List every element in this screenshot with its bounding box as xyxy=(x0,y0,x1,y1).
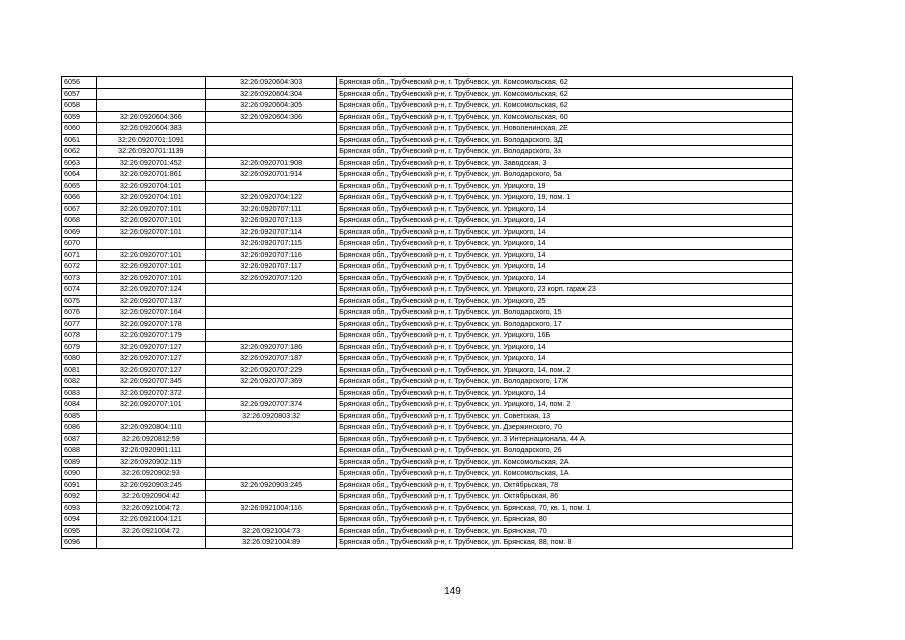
table-row xyxy=(62,88,793,100)
address-cell: Брянская обл., Трубчевский р-н, г. Трубчевск, ул. Комсомольская, 2А xyxy=(337,456,793,468)
address-cell: Брянская обл., Трубчевский р-н, г. Трубчевск, ул. Дзержинского, 70 xyxy=(337,422,793,434)
parent-cadastral-number-cell: 32:26:0920707:127 xyxy=(96,353,206,365)
address-cell: Брянская обл., Трубчевский р-н, г. Трубчевск, ул. Урицкого, 14 xyxy=(337,341,793,353)
address-cell: Брянская обл., Трубчевский р-н, г. Трубчевск, ул. Урицкого, 25 xyxy=(337,295,793,307)
cadastral-number-cell: 32:26:0921004:73 xyxy=(206,525,337,537)
address-cell: Брянская обл., Трубчевский р-н, г. Трубчевск, ул. Володарского, 17Ж xyxy=(337,376,793,388)
row-number-cell: 6074 xyxy=(62,284,97,296)
row-number-cell: 6060 xyxy=(62,123,97,135)
table-row xyxy=(62,479,793,491)
cadastral-number-cell xyxy=(206,445,337,457)
address-cell: Брянская обл., Трубчевский р-н, г. Трубчевск, ул. Володарского, 17 xyxy=(337,318,793,330)
cadastral-number-cell: 32:26:0920707:229 xyxy=(206,364,337,376)
address-cell: Брянская обл., Трубчевский р-н, г. Трубчевск, ул. Комсомольская, 1А xyxy=(337,468,793,480)
property-table-body xyxy=(62,77,793,549)
address-cell: Брянская обл., Трубчевский р-н, г. Трубчевск, ул. Комсомольская, 62 xyxy=(337,88,793,100)
table-row xyxy=(62,123,793,135)
table-row xyxy=(62,525,793,537)
table-row xyxy=(62,272,793,284)
row-number-cell: 6077 xyxy=(62,318,97,330)
row-number-cell: 6062 xyxy=(62,146,97,158)
parent-cadastral-number-cell: 32:26:0920903:245 xyxy=(96,479,206,491)
address-cell: Брянская обл., Трубчевский р-н, г. Трубчевск, ул. Володарского, 15 xyxy=(337,307,793,319)
row-number-cell: 6064 xyxy=(62,169,97,181)
cadastral-number-cell xyxy=(206,468,337,480)
table-row xyxy=(62,203,793,215)
parent-cadastral-number-cell: 32:26:0920707:101 xyxy=(96,272,206,284)
parent-cadastral-number-cell xyxy=(96,88,206,100)
address-cell: Брянская обл., Трубчевский р-н, г. Трубчевск, ул. Комсомольская, 62 xyxy=(337,77,793,89)
table-row xyxy=(62,445,793,457)
parent-cadastral-number-cell xyxy=(96,410,206,422)
address-cell: Брянская обл., Трубчевский р-н, г. Трубчевск, ул. Брянская, 70 xyxy=(337,525,793,537)
row-number-cell: 6071 xyxy=(62,249,97,261)
table-row xyxy=(62,364,793,376)
page-number: 149 xyxy=(444,586,461,597)
row-number-cell: 6072 xyxy=(62,261,97,273)
row-number-cell: 6093 xyxy=(62,502,97,514)
address-cell: Брянская обл., Трубчевский р-н, г. Трубчевск, ул. Комсомольская, 60 xyxy=(337,111,793,123)
row-number-cell: 6085 xyxy=(62,410,97,422)
cadastral-number-cell: 32:26:0920707:111 xyxy=(206,203,337,215)
parent-cadastral-number-cell xyxy=(96,77,206,89)
parent-cadastral-number-cell: 32:26:0921004:72 xyxy=(96,502,206,514)
parent-cadastral-number-cell: 32:26:0920604:366 xyxy=(96,111,206,123)
parent-cadastral-number-cell: 32:26:0920701:1091 xyxy=(96,134,206,146)
row-number-cell: 6083 xyxy=(62,387,97,399)
row-number-cell: 6078 xyxy=(62,330,97,342)
row-number-cell: 6061 xyxy=(62,134,97,146)
parent-cadastral-number-cell xyxy=(96,100,206,112)
cadastral-number-cell: 32:26:0920707:115 xyxy=(206,238,337,250)
parent-cadastral-number-cell: 32:26:0920701:1139 xyxy=(96,146,206,158)
row-number-cell: 6075 xyxy=(62,295,97,307)
row-number-cell: 6079 xyxy=(62,341,97,353)
cadastral-number-cell: 32:26:0920903:245 xyxy=(206,479,337,491)
parent-cadastral-number-cell: 32:26:0921004:72 xyxy=(96,525,206,537)
address-cell: Брянская обл., Трубчевский р-н, г. Трубчевск, ул. Урицкого, 16Б xyxy=(337,330,793,342)
address-cell: Брянская обл., Трубчевский р-н, г. Трубчевск, ул. Брянская, 80 xyxy=(337,514,793,526)
cadastral-number-cell: 32:26:0920707:114 xyxy=(206,226,337,238)
cadastral-number-cell xyxy=(206,491,337,503)
table-row xyxy=(62,192,793,204)
address-cell: Брянская обл., Трубчевский р-н, г. Трубчевск, ул. Урицкого, 19, пом. 1 xyxy=(337,192,793,204)
address-cell: Брянская обл., Трубчевский р-н, г. Трубчевск, ул. Урицкого, 14, пом. 2 xyxy=(337,399,793,411)
parent-cadastral-number-cell: 32:26:0920707:164 xyxy=(96,307,206,319)
cadastral-number-cell xyxy=(206,433,337,445)
table-row xyxy=(62,226,793,238)
table-row xyxy=(62,456,793,468)
cadastral-number-cell: 32:26:0920707:186 xyxy=(206,341,337,353)
cadastral-number-cell xyxy=(206,180,337,192)
table-row xyxy=(62,410,793,422)
cadastral-number-cell: 32:26:0920704:122 xyxy=(206,192,337,204)
address-cell: Брянская обл., Трубчевский р-н, г. Трубчевск, ул. Урицкого, 14 xyxy=(337,387,793,399)
address-cell: Брянская обл., Трубчевский р-н, г. Трубчевск, ул. Володарского, 3з xyxy=(337,146,793,158)
cadastral-number-cell: 32:26:0920701:914 xyxy=(206,169,337,181)
address-cell: Брянская обл., Трубчевский р-н, г. Трубчевск, ул. Брянская, 70, кв. 1, пом. 1 xyxy=(337,502,793,514)
address-cell: Брянская обл., Трубчевский р-н, г. Трубчевск, ул. Комсомольская, 62 xyxy=(337,100,793,112)
row-number-cell: 6069 xyxy=(62,226,97,238)
parent-cadastral-number-cell: 32:26:0920707:345 xyxy=(96,376,206,388)
table-row xyxy=(62,100,793,112)
table-row xyxy=(62,514,793,526)
row-number-cell: 6058 xyxy=(62,100,97,112)
row-number-cell: 6091 xyxy=(62,479,97,491)
table-row xyxy=(62,399,793,411)
address-cell: Брянская обл., Трубчевский р-н, г. Трубчевск, ул. Володарского, 5а xyxy=(337,169,793,181)
address-cell: Брянская обл., Трубчевский р-н, г. Трубчевск, ул. Урицкого, 14 xyxy=(337,203,793,215)
row-number-cell: 6094 xyxy=(62,514,97,526)
cadastral-number-cell: 32:26:0920707:369 xyxy=(206,376,337,388)
cadastral-number-cell: 32:26:0921004:89 xyxy=(206,537,337,549)
table-row xyxy=(62,376,793,388)
address-cell: Брянская обл., Трубчевский р-н, г. Трубчевск, ул. Володарского, 3Д xyxy=(337,134,793,146)
row-number-cell: 6059 xyxy=(62,111,97,123)
table-row xyxy=(62,422,793,434)
cadastral-number-cell: 32:26:0920604:304 xyxy=(206,88,337,100)
parent-cadastral-number-cell: 32:26:0920707:101 xyxy=(96,249,206,261)
row-number-cell: 6076 xyxy=(62,307,97,319)
row-number-cell: 6089 xyxy=(62,456,97,468)
table-row xyxy=(62,433,793,445)
row-number-cell: 6070 xyxy=(62,238,97,250)
table-row xyxy=(62,180,793,192)
address-cell: Брянская обл., Трубчевский р-н, г. Трубчевск, ул. Урицкого, 14 xyxy=(337,226,793,238)
row-number-cell: 6082 xyxy=(62,376,97,388)
parent-cadastral-number-cell: 32:26:0920902:115 xyxy=(96,456,206,468)
address-cell: Брянская обл., Трубчевский р-н, г. Трубчевск, ул. Урицкого, 14 xyxy=(337,238,793,250)
table-row xyxy=(62,169,793,181)
table-row xyxy=(62,330,793,342)
cadastral-number-cell xyxy=(206,318,337,330)
cadastral-number-cell: 32:26:0920707:187 xyxy=(206,353,337,365)
table-row xyxy=(62,284,793,296)
parent-cadastral-number-cell: 32:26:0920904:42 xyxy=(96,491,206,503)
row-number-cell: 6087 xyxy=(62,433,97,445)
cadastral-number-cell: 32:26:0920707:117 xyxy=(206,261,337,273)
parent-cadastral-number-cell: 32:26:0920804:110 xyxy=(96,422,206,434)
parent-cadastral-number-cell: 32:26:0920707:101 xyxy=(96,261,206,273)
table-row xyxy=(62,261,793,273)
address-cell: Брянская обл., Трубчевский р-н, г. Трубчевск, ул. Урицкого, 14 xyxy=(337,353,793,365)
parent-cadastral-number-cell xyxy=(96,537,206,549)
address-cell: Брянская обл., Трубчевский р-н, г. Трубчевск, ул. Октябрьская, 86 xyxy=(337,491,793,503)
table-row xyxy=(62,537,793,549)
parent-cadastral-number-cell xyxy=(96,238,206,250)
table-row xyxy=(62,341,793,353)
cadastral-number-cell xyxy=(206,134,337,146)
row-number-cell: 6096 xyxy=(62,537,97,549)
parent-cadastral-number-cell: 32:26:0920707:137 xyxy=(96,295,206,307)
row-number-cell: 6090 xyxy=(62,468,97,480)
table-row xyxy=(62,134,793,146)
cadastral-number-cell xyxy=(206,514,337,526)
parent-cadastral-number-cell: 32:26:0920701:452 xyxy=(96,157,206,169)
cadastral-number-cell: 32:26:0920707:120 xyxy=(206,272,337,284)
table-row xyxy=(62,307,793,319)
cadastral-number-cell xyxy=(206,387,337,399)
parent-cadastral-number-cell: 32:26:0920707:127 xyxy=(96,364,206,376)
row-number-cell: 6063 xyxy=(62,157,97,169)
address-cell: Брянская обл., Трубчевский р-н, г. Трубчевск, ул. Урицкого, 14, пом. 2 xyxy=(337,364,793,376)
table-row xyxy=(62,238,793,250)
parent-cadastral-number-cell: 32:26:0920704:101 xyxy=(96,180,206,192)
address-cell: Брянская обл., Трубчевский р-н, г. Трубчевск, ул. Новоленинская, 2Е xyxy=(337,123,793,135)
parent-cadastral-number-cell: 32:26:0920707:178 xyxy=(96,318,206,330)
parent-cadastral-number-cell: 32:26:0920901:111 xyxy=(96,445,206,457)
cadastral-number-cell xyxy=(206,146,337,158)
cadastral-number-cell: 32:26:0920707:116 xyxy=(206,249,337,261)
row-number-cell: 6092 xyxy=(62,491,97,503)
parent-cadastral-number-cell: 32:26:0920812:59 xyxy=(96,433,206,445)
cadastral-number-cell: 32:26:0921004:116 xyxy=(206,502,337,514)
address-cell: Брянская обл., Трубчевский р-н, г. Трубчевск, ул. Урицкого, 19 xyxy=(337,180,793,192)
cadastral-number-cell xyxy=(206,330,337,342)
row-number-cell: 6084 xyxy=(62,399,97,411)
row-number-cell: 6057 xyxy=(62,88,97,100)
row-number-cell: 6056 xyxy=(62,77,97,89)
address-cell: Брянская обл., Трубчевский р-н, г. Трубчевск, ул. Урицкого, 14 xyxy=(337,215,793,227)
address-cell: Брянская обл., Трубчевский р-н, г. Трубчевск, ул. 3 Интернационала, 44 А xyxy=(337,433,793,445)
address-cell: Брянская обл., Трубчевский р-н, г. Трубчевск, ул. Урицкого, 23 корп. гараж 23 xyxy=(337,284,793,296)
cadastral-number-cell xyxy=(206,422,337,434)
table-row xyxy=(62,502,793,514)
table-row xyxy=(62,157,793,169)
address-cell: Брянская обл., Трубчевский р-н, г. Трубчевск, ул. Урицкого, 14 xyxy=(337,272,793,284)
cadastral-number-cell: 32:26:0920701:908 xyxy=(206,157,337,169)
parent-cadastral-number-cell: 32:26:0920707:101 xyxy=(96,203,206,215)
parent-cadastral-number-cell: 32:26:0920707:127 xyxy=(96,341,206,353)
address-cell: Брянская обл., Трубчевский р-н, г. Трубчевск, ул. Советская, 13 xyxy=(337,410,793,422)
row-number-cell: 6068 xyxy=(62,215,97,227)
parent-cadastral-number-cell: 32:26:0920707:124 xyxy=(96,284,206,296)
cadastral-number-cell: 32:26:0920604:303 xyxy=(206,77,337,89)
cadastral-number-cell: 32:26:0920803:32 xyxy=(206,410,337,422)
parent-cadastral-number-cell: 32:26:0920701:861 xyxy=(96,169,206,181)
cadastral-number-cell: 32:26:0920604:305 xyxy=(206,100,337,112)
address-cell: Брянская обл., Трубчевский р-н, г. Трубчевск, ул. Октябрьская, 78 xyxy=(337,479,793,491)
table-row xyxy=(62,295,793,307)
table-row xyxy=(62,353,793,365)
parent-cadastral-number-cell: 32:26:0920707:101 xyxy=(96,226,206,238)
cadastral-number-cell: 32:26:0920707:374 xyxy=(206,399,337,411)
parent-cadastral-number-cell: 32:26:0920707:101 xyxy=(96,215,206,227)
cadastral-number-cell: 32:26:0920604:306 xyxy=(206,111,337,123)
table-row xyxy=(62,249,793,261)
row-number-cell: 6067 xyxy=(62,203,97,215)
table-row xyxy=(62,387,793,399)
cadastral-number-cell xyxy=(206,123,337,135)
address-cell: Брянская обл., Трубчевский р-н, г. Трубчевск, ул. Брянская, 88, пом. 8 xyxy=(337,537,793,549)
table-row xyxy=(62,111,793,123)
row-number-cell: 6073 xyxy=(62,272,97,284)
table-row xyxy=(62,318,793,330)
property-table xyxy=(61,76,793,549)
address-cell: Брянская обл., Трубчевский р-н, г. Трубчевск, ул. Урицкого, 14 xyxy=(337,261,793,273)
row-number-cell: 6088 xyxy=(62,445,97,457)
row-number-cell: 6066 xyxy=(62,192,97,204)
address-cell: Брянская обл., Трубчевский р-н, г. Трубчевск, ул. Заводская, 3 xyxy=(337,157,793,169)
row-number-cell: 6081 xyxy=(62,364,97,376)
row-number-cell: 6095 xyxy=(62,525,97,537)
parent-cadastral-number-cell: 32:26:0920707:372 xyxy=(96,387,206,399)
parent-cadastral-number-cell: 32:26:0920604:383 xyxy=(96,123,206,135)
parent-cadastral-number-cell: 32:26:0921004:121 xyxy=(96,514,206,526)
cadastral-number-cell xyxy=(206,307,337,319)
parent-cadastral-number-cell: 32:26:0920707:179 xyxy=(96,330,206,342)
parent-cadastral-number-cell: 32:26:0920707:101 xyxy=(96,399,206,411)
table-row xyxy=(62,215,793,227)
table-row xyxy=(62,468,793,480)
row-number-cell: 6065 xyxy=(62,180,97,192)
cadastral-number-cell: 32:26:0920707:113 xyxy=(206,215,337,227)
cadastral-number-cell xyxy=(206,295,337,307)
table-row xyxy=(62,77,793,89)
address-cell: Брянская обл., Трубчевский р-н, г. Трубчевск, ул. Урицкого, 14 xyxy=(337,249,793,261)
row-number-cell: 6086 xyxy=(62,422,97,434)
cadastral-number-cell xyxy=(206,284,337,296)
parent-cadastral-number-cell: 32:26:0920902:93 xyxy=(96,468,206,480)
address-cell: Брянская обл., Трубчевский р-н, г. Трубчевск, ул. Володарского, 26 xyxy=(337,445,793,457)
table-row xyxy=(62,491,793,503)
row-number-cell: 6080 xyxy=(62,353,97,365)
cadastral-number-cell xyxy=(206,456,337,468)
parent-cadastral-number-cell: 32:26:0920704:101 xyxy=(96,192,206,204)
table-row xyxy=(62,146,793,158)
